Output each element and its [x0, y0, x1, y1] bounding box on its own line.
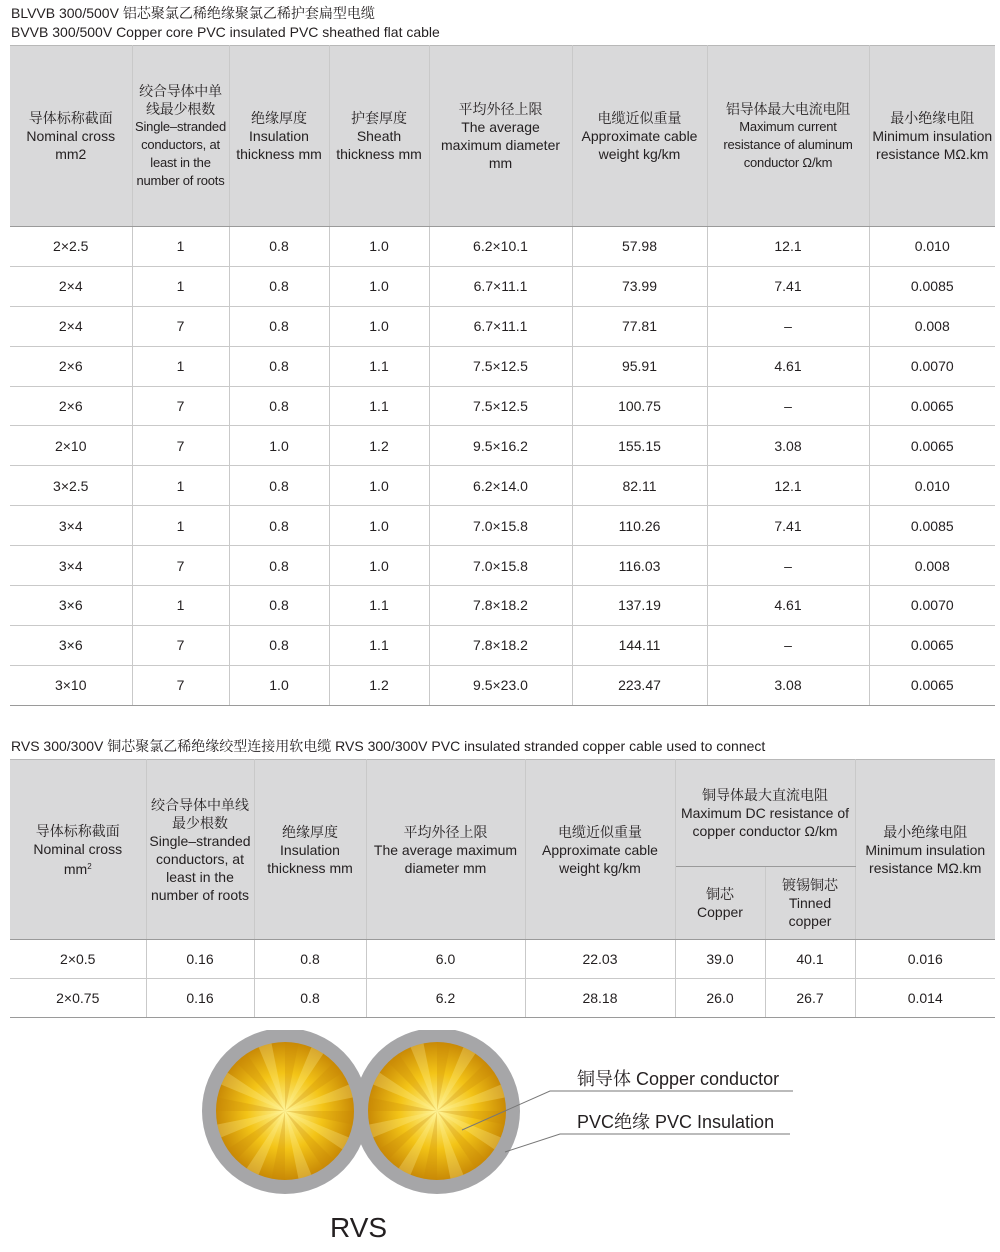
table-cell: 6.2×10.1 [429, 227, 572, 267]
table1-body [10, 227, 995, 706]
table1-blvvb-bvvb [10, 45, 995, 706]
table-cell: 2×0.5 [10, 940, 146, 979]
table-cell: 7.0×15.8 [429, 546, 572, 586]
table-cell: 100.75 [572, 386, 707, 426]
table-cell: 2×6 [10, 346, 132, 386]
table-row [10, 979, 995, 1018]
t2-header-diameter: 平均外径上限 The average maximum diameter mm [366, 760, 525, 940]
table-cell: 2×6 [10, 386, 132, 426]
t1-header-diameter: 平均外径上限 The average maximum diameter mm [429, 46, 572, 227]
table-row [10, 306, 995, 346]
t2-subheader-tinned-copper: 镀锡铜芯 Tinned copper [765, 867, 855, 940]
table-cell: 1.1 [329, 625, 429, 665]
table-row [10, 266, 995, 306]
t2-header-strands: 绞合导体中单线最少根数 Single–stranded conductors, at least in the number of roots [146, 760, 254, 940]
table-cell: 40.1 [765, 940, 855, 979]
table-row [10, 506, 995, 546]
table-cell: 73.99 [572, 266, 707, 306]
t2-header-insulation-resistance: 最小绝缘电阻 Minimum insulation resistance MΩ.km [855, 760, 995, 940]
table-cell: 12.1 [707, 227, 869, 267]
table-row [10, 426, 995, 466]
table-cell: 1.0 [329, 466, 429, 506]
table-cell: 7 [132, 426, 229, 466]
table-cell: 82.11 [572, 466, 707, 506]
t2-header-dc-resistance: 铜导体最大直流电阻 Maximum DC resistance of copper conductor Ω/km [675, 760, 855, 867]
table-cell: 0.8 [229, 306, 329, 346]
diagram-caption-rvs: RVS [330, 1212, 388, 1243]
table-cell: 0.8 [229, 386, 329, 426]
table-cell: 1.1 [329, 386, 429, 426]
t2-header-weight: 电缆近似重量 Approximate cable weight kg/km [525, 760, 675, 940]
table-cell: 2×0.75 [10, 979, 146, 1018]
table-cell: 3×6 [10, 586, 132, 626]
table-cell: 7 [132, 665, 229, 705]
table-cell: 0.014 [855, 979, 995, 1018]
table-cell: 3×2.5 [10, 466, 132, 506]
table-cell: 1 [132, 466, 229, 506]
table-cell: 57.98 [572, 227, 707, 267]
table2-title: RVS 300/300V 铜芯聚氯乙稀绝缘绞型连接用软电缆 RVS 300/300V PVC insulated stranded copper cable used to connect [11, 738, 766, 754]
table-cell: 0.8 [229, 625, 329, 665]
table1-title-en: BVVB 300/500V Copper core PVC insulated PVC sheathed flat cable [11, 24, 440, 40]
table-cell: 1 [132, 506, 229, 546]
table-cell: 0.8 [229, 346, 329, 386]
table-cell: 3×4 [10, 506, 132, 546]
table-cell: 26.0 [675, 979, 765, 1018]
leader-line-insulation [505, 1134, 790, 1152]
table-cell: 1.2 [329, 665, 429, 705]
table-cell: 1.1 [329, 346, 429, 386]
table-cell: 95.91 [572, 346, 707, 386]
table-cell: 26.7 [765, 979, 855, 1018]
table-cell: 1.2 [329, 426, 429, 466]
table-cell: 77.81 [572, 306, 707, 346]
table-cell: 3.08 [707, 665, 869, 705]
table-cell: 9.5×23.0 [429, 665, 572, 705]
table-cell: 12.1 [707, 466, 869, 506]
table-row [10, 227, 995, 267]
table-cell: 2×4 [10, 306, 132, 346]
table-cell: 0.8 [229, 466, 329, 506]
t2-header-insulation: 绝缘厚度 Insulation thickness mm [254, 760, 366, 940]
table-cell: 4.61 [707, 346, 869, 386]
t1-header-insulation-resistance: 最小绝缘电阻 Minimum insulation resistance MΩ.km [869, 46, 995, 227]
table-cell: 0.0065 [869, 426, 995, 466]
table-cell: 0.8 [229, 266, 329, 306]
table-cell: 0.010 [869, 227, 995, 267]
table-row [10, 625, 995, 665]
table-cell: 0.8 [254, 940, 366, 979]
table-cell: 3×10 [10, 665, 132, 705]
table-cell: 7.5×12.5 [429, 386, 572, 426]
table-cell: 144.11 [572, 625, 707, 665]
table-cell: 0.8 [254, 979, 366, 1018]
table-cell: 110.26 [572, 506, 707, 546]
table-cell: 6.7×11.1 [429, 266, 572, 306]
table-cell: 0.0070 [869, 346, 995, 386]
table-cell: 116.03 [572, 546, 707, 586]
t1-header-nominal-cross: 导体标称截面 Nominal cross mm2 [10, 46, 132, 227]
t2-header-nominal-cross: 导体标称截面 Nominal cross $mm^2$ [10, 760, 146, 940]
table-cell: 1.0 [329, 266, 429, 306]
table-cell: 0.0065 [869, 665, 995, 705]
table-cell: 0.0085 [869, 266, 995, 306]
table-row [10, 346, 995, 386]
table-cell: 0.8 [229, 506, 329, 546]
table-cell: 0.0065 [869, 625, 995, 665]
table-cell: 0.016 [855, 940, 995, 979]
table-cell: 1 [132, 227, 229, 267]
table-cell: 7 [132, 386, 229, 426]
t1-header-strands: 绞合导体中单线最少根数 Single–stranded conductors, at least in the number of roots [132, 46, 229, 227]
table-cell: 3×4 [10, 546, 132, 586]
table-cell: 0.008 [869, 546, 995, 586]
table-cell: 7 [132, 625, 229, 665]
table-cell: 1.1 [329, 586, 429, 626]
cable-core-left [202, 1030, 368, 1194]
table-cell: 155.15 [572, 426, 707, 466]
table1-title-cn: BLVVB 300/500V 铝芯聚氯乙稀绝缘聚氯乙稀护套扁型电缆 [11, 5, 375, 21]
table-cell: 4.61 [707, 586, 869, 626]
table-cell: 6.0 [366, 940, 525, 979]
table-cell: 0.16 [146, 940, 254, 979]
table2-body [10, 940, 995, 1018]
table-cell: 0.0085 [869, 506, 995, 546]
table-cell: 2×10 [10, 426, 132, 466]
table-cell: 6.2 [366, 979, 525, 1018]
table-row [10, 546, 995, 586]
table-cell: 2×2.5 [10, 227, 132, 267]
table-row [10, 466, 995, 506]
table-cell: 7.41 [707, 506, 869, 546]
cable-core-right [354, 1030, 520, 1194]
table-cell: 3.08 [707, 426, 869, 466]
t1-header-weight: 电缆近似重量 Approximate cable weight kg/km [572, 46, 707, 227]
table-cell: 2×4 [10, 266, 132, 306]
table-cell: – [707, 546, 869, 586]
table-cell: 0.8 [229, 586, 329, 626]
table-cell: 0.008 [869, 306, 995, 346]
t1-header-insulation: 绝缘厚度 Insulation thickness mm [229, 46, 329, 227]
table-cell: 39.0 [675, 940, 765, 979]
table-cell: 1 [132, 586, 229, 626]
table-cell: 3×6 [10, 625, 132, 665]
table-cell: 0.8 [229, 227, 329, 267]
table-cell: 1.0 [329, 306, 429, 346]
table-cell: 7.8×18.2 [429, 586, 572, 626]
table-cell: 0.010 [869, 466, 995, 506]
table1-header-row [10, 46, 995, 227]
rvs-cross-section-diagram [0, 1030, 1000, 1252]
table-cell: – [707, 306, 869, 346]
table-row [10, 665, 995, 705]
table-cell: 7.41 [707, 266, 869, 306]
table-cell: 223.47 [572, 665, 707, 705]
table-cell: 1.0 [329, 546, 429, 586]
table-cell: 1 [132, 346, 229, 386]
table-cell: 6.7×11.1 [429, 306, 572, 346]
table2-header-row [10, 760, 995, 867]
table-cell: 28.18 [525, 979, 675, 1018]
table-cell: 0.0065 [869, 386, 995, 426]
table-row [10, 386, 995, 426]
table-row [10, 586, 995, 626]
label-pvc-insulation: PVC绝缘 PVC Insulation [577, 1112, 775, 1132]
t2-subheader-copper: 铜芯 Copper [675, 867, 765, 940]
table-cell: 137.19 [572, 586, 707, 626]
table-cell: – [707, 386, 869, 426]
table-cell: 9.5×16.2 [429, 426, 572, 466]
table-cell: 7 [132, 546, 229, 586]
table-cell: 1.0 [329, 227, 429, 267]
table-cell: – [707, 625, 869, 665]
table-cell: 0.16 [146, 979, 254, 1018]
table-cell: 7 [132, 306, 229, 346]
t1-header-resistance: 铝导体最大电流电阻 Maximum current resistance of aluminum conductor Ω/km [707, 46, 869, 227]
table-cell: 1 [132, 266, 229, 306]
table2-rvs [10, 759, 995, 1018]
table-cell: 1.0 [329, 506, 429, 546]
table-cell: 1.0 [229, 426, 329, 466]
t1-header-sheath: 护套厚度 Sheath thickness mm [329, 46, 429, 227]
table-cell: 6.2×14.0 [429, 466, 572, 506]
table-cell: 7.5×12.5 [429, 346, 572, 386]
table-cell: 1.0 [229, 665, 329, 705]
table-cell: 0.8 [229, 546, 329, 586]
table-cell: 7.0×15.8 [429, 506, 572, 546]
table-cell: 0.0070 [869, 586, 995, 626]
label-copper-conductor: 铜导体 Copper conductor [577, 1069, 780, 1089]
table-cell: 7.8×18.2 [429, 625, 572, 665]
table-cell: 22.03 [525, 940, 675, 979]
table-row [10, 940, 995, 979]
